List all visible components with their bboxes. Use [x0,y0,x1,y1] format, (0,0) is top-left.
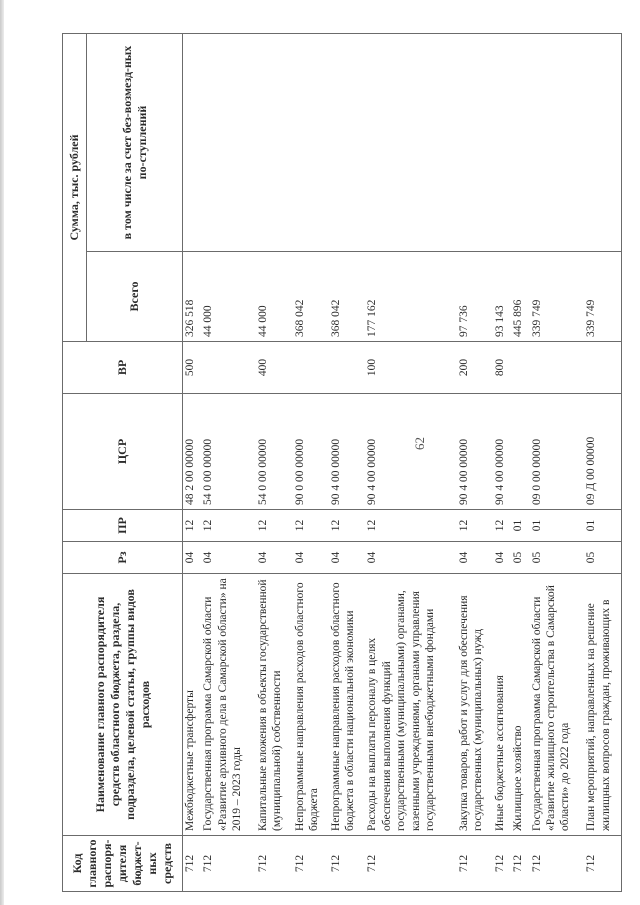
page-edge [0,0,4,905]
cell-rz: 04 [256,542,292,574]
cell-vr [293,342,329,394]
cell-code: 712 [183,836,202,892]
cell-rz: 04 [493,542,511,574]
cell-total: 339 749 [530,252,585,342]
cell-csr: 90 4 00 00000 [329,394,365,510]
table-row [365,33,456,891]
page-number: 62 [412,437,427,450]
cell-incl [457,33,493,251]
header-csr: ЦСР [63,394,183,510]
cell-total: 93 143 [493,252,511,342]
cell-vr [201,342,256,394]
header-total: Всего [87,252,183,342]
cell-incl [293,33,329,251]
cell-rz: 05 [511,542,529,574]
cell-total: 368 042 [329,252,365,342]
cell-name: Иные бюджетные ассигнования [493,574,511,836]
cell-incl [256,33,292,251]
cell-csr: 90 0 00 00000 [293,394,329,510]
cell-vr [530,342,585,394]
cell-incl [201,33,256,251]
cell-incl [530,33,585,251]
cell-total: 97 736 [457,252,493,342]
cell-csr: 54 0 00 00000 [201,394,256,510]
empty-cell [621,836,622,892]
cell-name: Непрограммные направления расходов областного бюджета в области национальной экономики [329,574,365,836]
cell-code: 712 [511,836,529,892]
header-incl: в том числе за счет без-возмезд-ных по-ступлений [87,33,183,251]
cell-total: 445 896 [511,252,529,342]
cell-name: Межбюджетные трансферты [183,574,202,836]
cell-vr: 200 [457,342,493,394]
cell-name: Непрограммные направления расходов областного бюджета [293,574,329,836]
cell-code: 712 [329,836,365,892]
table-row [329,33,365,891]
cell-rz: 04 [365,542,456,574]
cell-vr: 400 [256,342,292,394]
header-name: Наименование главного распорядителя средств областного бюджета, раздела, подраздела, целевой статьи, группы видов расходов [63,574,183,836]
cell-total: 368 042 [293,252,329,342]
cell-name: Расходы на выплаты персоналу в целях обеспечения выполнения функций государственными (муниципальными) органами, казенными учреждениями, органами управления государственными внебюджетными фондами [365,574,456,836]
empty-cell [621,574,622,836]
cell-pr: 12 [493,510,511,542]
cell-incl [584,33,620,251]
cell-csr: 54 0 00 00000 [256,394,292,510]
rotated-table-container [62,34,622,892]
cell-code: 712 [493,836,511,892]
cell-rz: 04 [293,542,329,574]
cell-rz: 04 [183,542,202,574]
cell-incl [511,33,529,251]
cell-pr: 12 [201,510,256,542]
cell-code: 712 [584,836,620,892]
table-filler-row [621,33,622,891]
cell-rz: 04 [457,542,493,574]
cell-pr: 01 [511,510,529,542]
empty-cell [621,542,622,574]
cell-csr: 90 4 00 00000 [457,394,493,510]
cell-name: План мероприятий, направленных на решение жилищных вопросов граждан, проживающих в [584,574,620,836]
table-row [584,33,620,891]
table-body [183,33,622,891]
empty-cell [621,342,622,394]
empty-cell [621,510,622,542]
table-row [511,33,529,891]
cell-name: Государственная программа Самарской области «Развитие жилищного строительства в Самарской области» до 2022 года [530,574,585,836]
header-code: Код главного распоря-дителя бюджет-ных средств [63,836,183,892]
header-rz: Рз [63,542,183,574]
table-row [293,33,329,891]
cell-total: 44 000 [256,252,292,342]
cell-total: 326 518 [183,252,202,342]
table-row [183,33,202,891]
cell-csr: 90 4 00 00000 [493,394,511,510]
header-vr: ВР [63,342,183,394]
empty-cell [621,252,622,342]
cell-vr: 100 [365,342,456,394]
cell-code: 712 [293,836,329,892]
cell-rz: 04 [201,542,256,574]
cell-code: 712 [530,836,585,892]
cell-pr: 12 [365,510,456,542]
cell-rz: 04 [329,542,365,574]
table-row [201,33,256,891]
empty-cell [621,394,622,510]
cell-csr: 09 Д 00 00000 [584,394,620,510]
header-pr: ПР [63,510,183,542]
cell-name: Закупка товаров, работ и услуг для обеспечения государственных (муниципальных) нужд [457,574,493,836]
cell-pr: 12 [256,510,292,542]
cell-name: Капитальные вложения в объекты государственной (муниципальной) собственности [256,574,292,836]
table-row [493,33,511,891]
cell-rz: 05 [530,542,585,574]
cell-code: 712 [365,836,456,892]
cell-total: 339 749 [584,252,620,342]
cell-code: 712 [457,836,493,892]
cell-pr: 01 [530,510,585,542]
cell-pr: 01 [584,510,620,542]
cell-code: 712 [256,836,292,892]
cell-csr [511,394,529,510]
table-row [457,33,493,891]
table-header [63,33,183,891]
cell-incl [365,33,456,251]
cell-incl [493,33,511,251]
budget-table [62,33,622,892]
table-row [530,33,585,891]
cell-csr: 09 0 00 00000 [530,394,585,510]
cell-csr: 90 4 00 00000 [365,394,456,510]
cell-total: 44 000 [201,252,256,342]
cell-vr [329,342,365,394]
cell-pr: 12 [183,510,202,542]
cell-total: 177 162 [365,252,456,342]
cell-pr: 12 [457,510,493,542]
cell-name: Жилищное хозяйство [511,574,529,836]
cell-vr: 800 [493,342,511,394]
cell-rz: 05 [584,542,620,574]
cell-csr: 48 2 00 00000 [183,394,202,510]
cell-name: Государственная программа Самарской области «Развитие архивного дела в Самарской области» на 2019 – 2023 годы [201,574,256,836]
cell-code: 712 [201,836,256,892]
cell-incl [183,33,202,251]
cell-vr [584,342,620,394]
cell-vr [511,342,529,394]
cell-pr: 12 [293,510,329,542]
empty-cell [621,33,622,251]
header-sum-group: Сумма, тыс. рублей [63,33,87,341]
cell-pr: 12 [329,510,365,542]
cell-vr: 500 [183,342,202,394]
table-row [256,33,292,891]
cell-incl [329,33,365,251]
